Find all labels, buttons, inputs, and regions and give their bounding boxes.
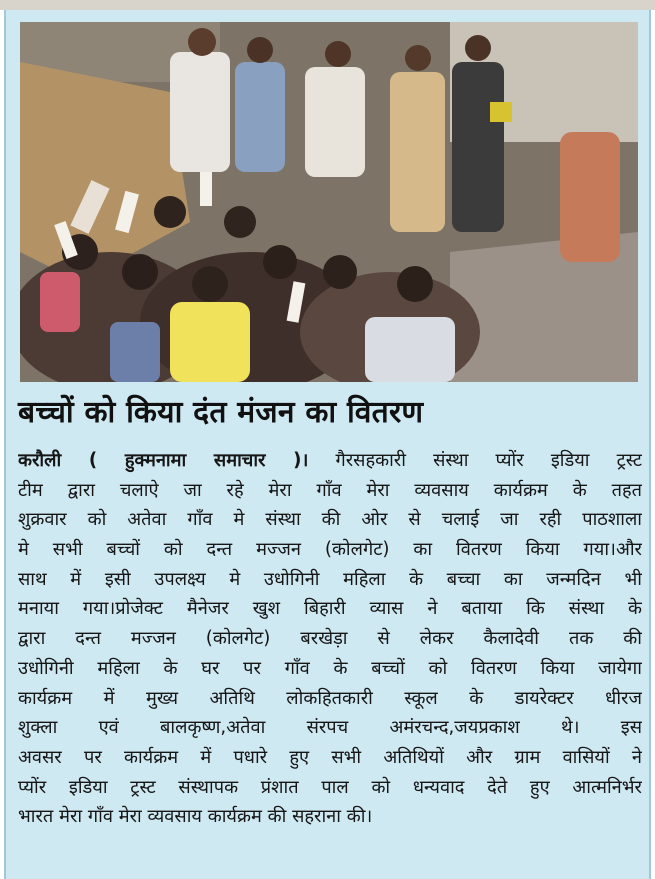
- article-line: शुक्रवार को अतेवा गाँव मे संस्था की ओर से चलाई जा रही पाठशाला: [18, 509, 642, 531]
- article-line: कार्यक्रम में मुख्य अतिथि लोकहितकारी स्कूल के डायरेक्टर धीरज: [18, 687, 642, 709]
- headline: बच्चों को किया दंत मंजन का वितरण: [18, 395, 424, 430]
- article-line: शुक्ला एवं बालकृष्ण,अतेवा संरपच अमंरचन्द,जयप्रकाश थे। इस: [18, 717, 642, 739]
- page-top-strip: [0, 0, 655, 10]
- dateline: करौली ( हुक्मनामा समाचार )।: [18, 450, 309, 471]
- article-line: अवसर पर कार्यक्रम में पधारे हुए सभी अतिथियों और ग्राम वासियों ने: [18, 746, 642, 768]
- article-body: [18, 446, 642, 832]
- article-line: साथ में इसी उपलक्ष्य मे उधोगिनी महिला के बच्चा का जन्मदिन भी: [18, 568, 642, 590]
- article-line: करौली ( हुक्मनामा समाचार )। गैरसहकारी संस्था प्योंर इडिया ट्रस्ट: [18, 450, 642, 471]
- article-line: मनाया गया।प्रोजेक्ट मैनेजर खुश बिहारी व्यास ने बताया कि संस्था के: [18, 598, 642, 620]
- article-line: टीम द्वारा चलाऐ जा रहे मेरा गाँव मेरा व्यवसाय कार्यक्रम के तहत: [18, 479, 642, 501]
- article-line: द्वारा दन्त मज्जन (कोलगेट) बरखेड़ा से लेकर कैलादेवी तक की: [18, 628, 642, 650]
- article-line: भारत मेरा गाँव मेरा व्यवसाय कार्यक्रम की सहराना की।: [18, 806, 373, 828]
- article-line: उधोगिनी महिला के घर पर गाँव के बच्चों को वितरण किया जायेगा: [18, 657, 642, 679]
- article-line: मे सभी बच्चों को दन्त मज्जन (कोलगेट) का वितरण किया गया।और: [18, 539, 642, 561]
- news-photo: [20, 22, 638, 382]
- article-line: प्योंर इडिया ट्रस्ट संस्थापक प्रंशात पाल को धन्यवाद देते हुए आत्मनिर्भर: [18, 776, 642, 798]
